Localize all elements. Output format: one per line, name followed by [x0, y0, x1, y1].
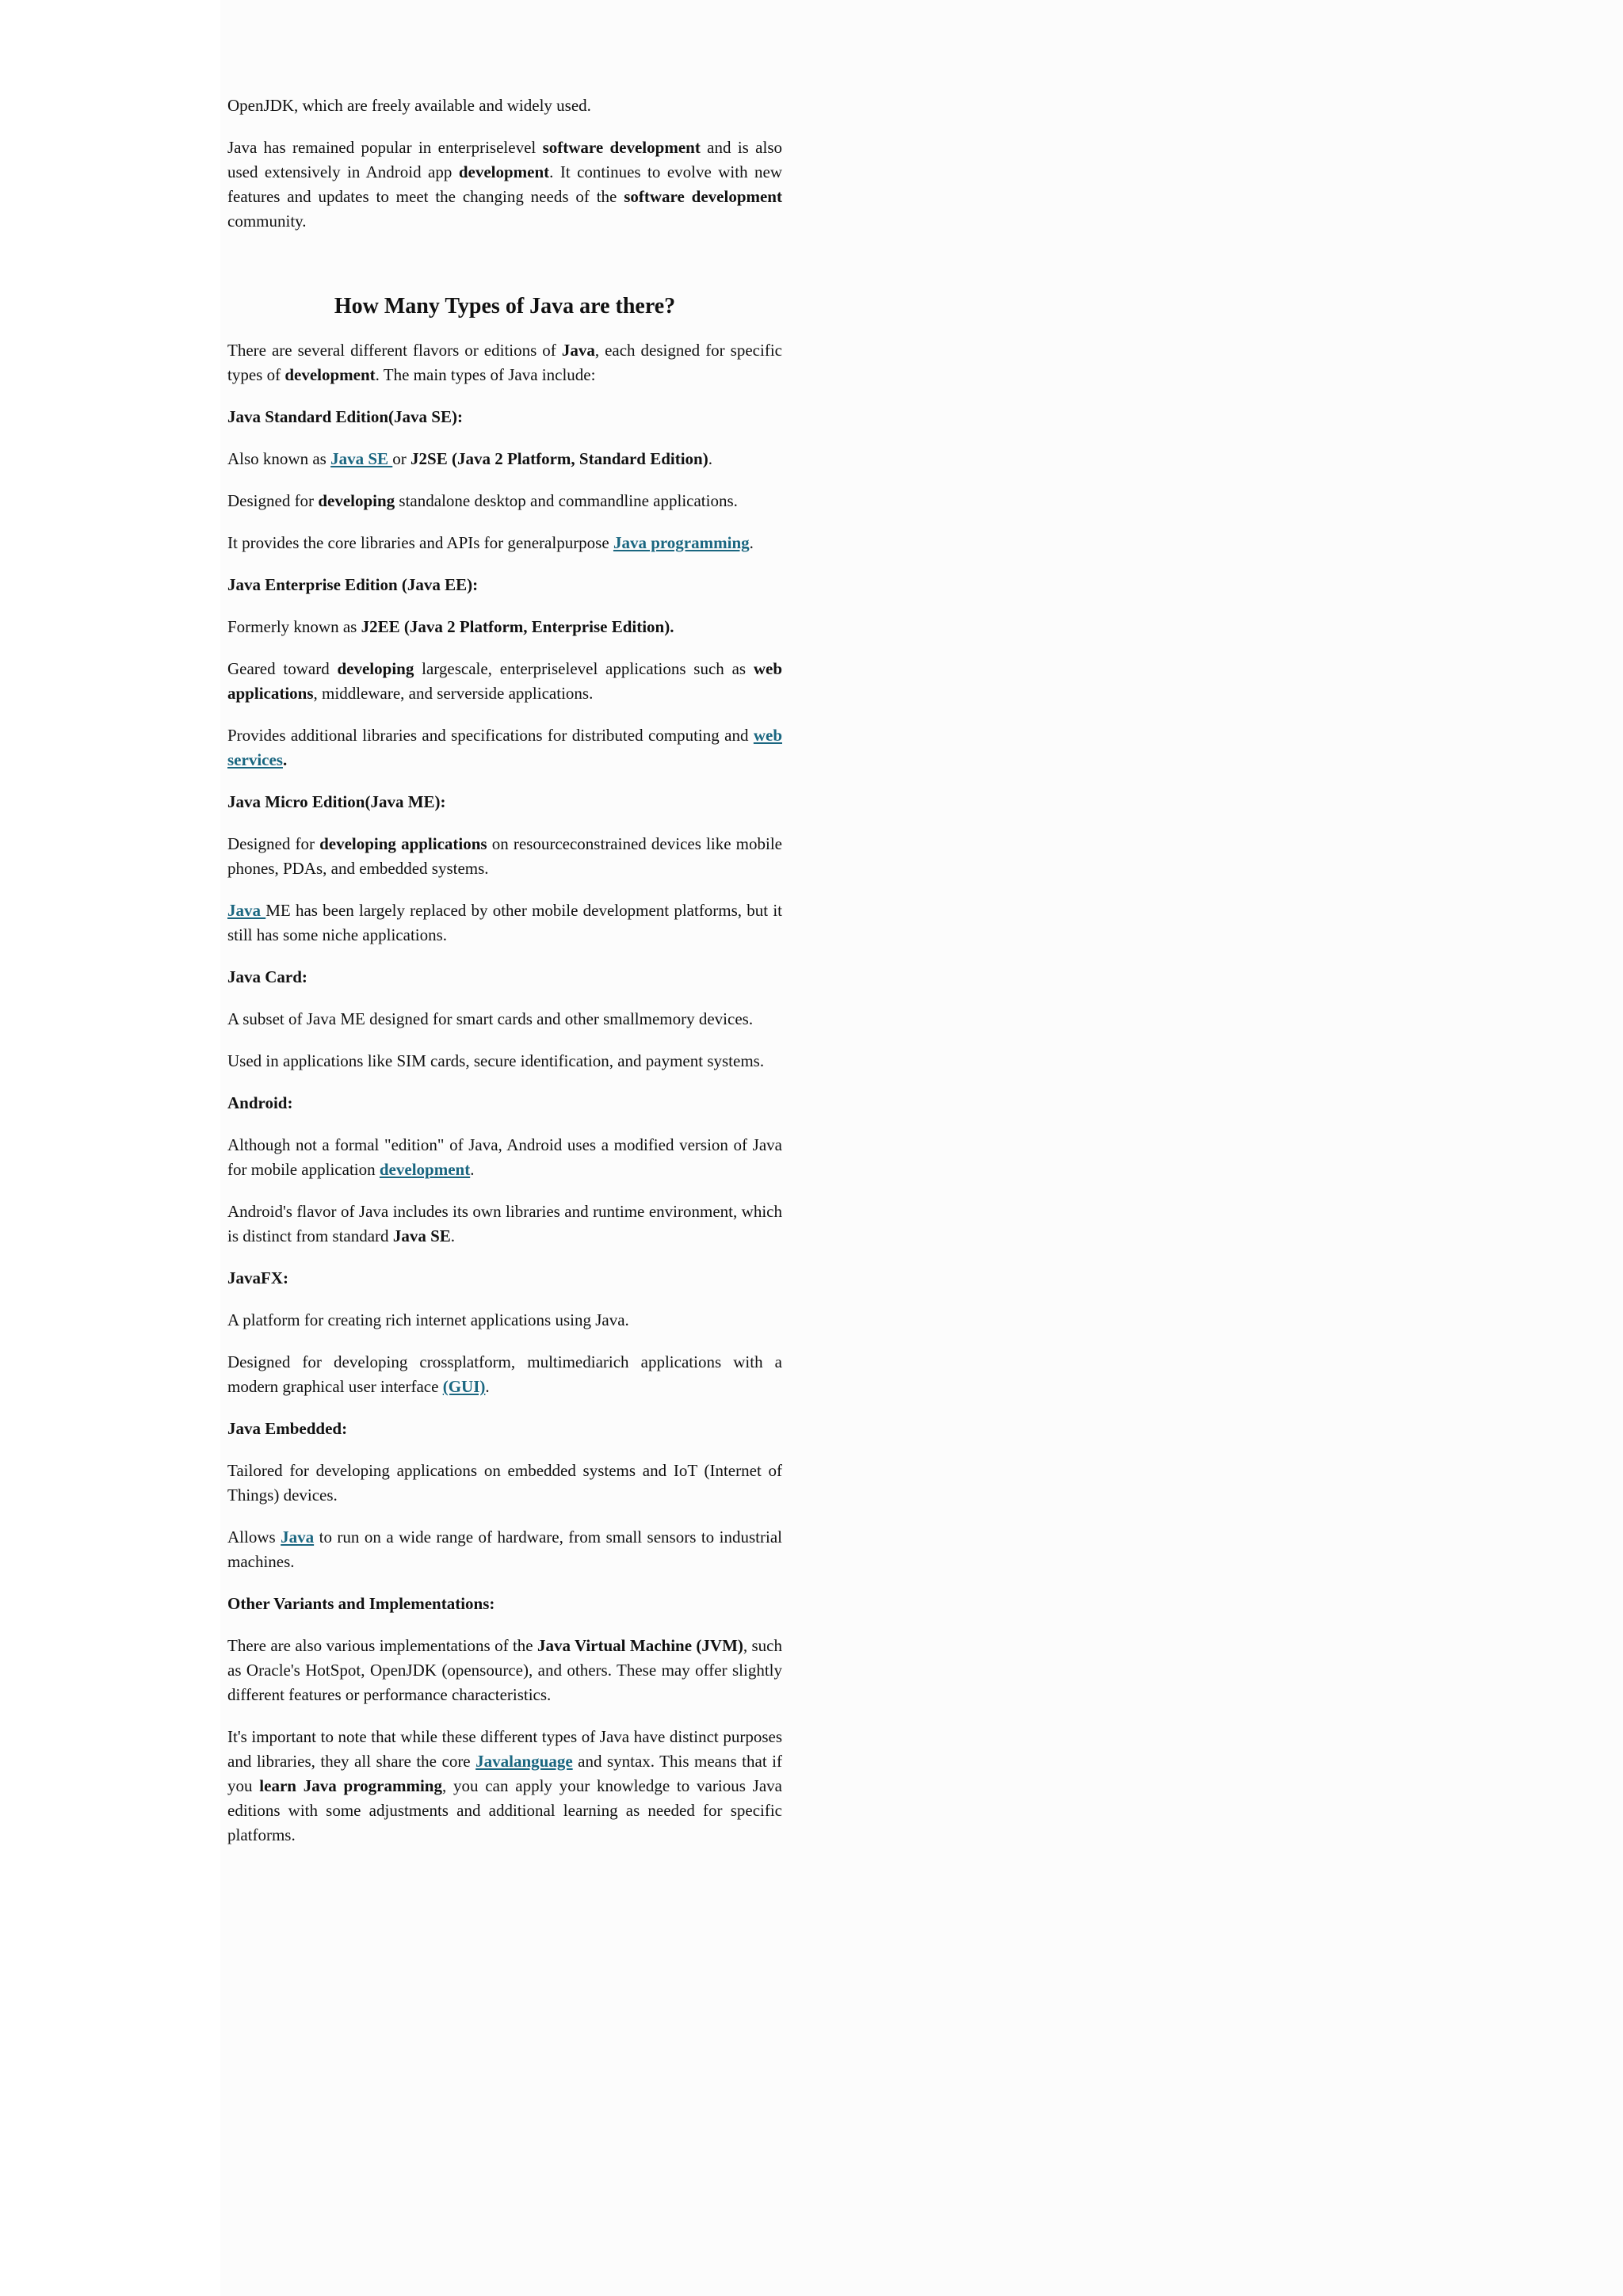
java-link[interactable]: Java	[281, 1527, 315, 1547]
java-me-link[interactable]: Java	[227, 901, 266, 920]
text-column	[227, 93, 782, 1865]
development-link[interactable]: development	[379, 1160, 471, 1179]
java-se-paragraph-1: Also known as Java SE or J2SE (Java 2 Platform, Standard Edition).	[227, 449, 712, 468]
android-paragraph-1: Although not a formal "edition" of Java, Android uses a modified version of Java for mobile application development.	[227, 1135, 782, 1179]
subheading-java-card: Java Card:	[227, 967, 307, 986]
subheading-javafx: JavaFX:	[227, 1268, 288, 1287]
intro-paragraph-2: Java has remained popular in enterpriselevel software development and is also used extensively in Android app development. It continues to evolve with new features and updates to meet the changing needs of the software development community.	[227, 138, 782, 231]
javalanguage-link[interactable]: Javalanguage	[475, 1752, 573, 1771]
java-embedded-paragraph-1: Tailored for developing applications on embedded systems and IoT (Internet of Things) devices.	[227, 1461, 782, 1505]
javafx-paragraph-2: Designed for developing crossplatform, multimediarich applications with a modern graphical user interface (GUI).	[227, 1352, 782, 1396]
java-card-paragraph-1: A subset of Java ME designed for smart cards and other smallmemory devices.	[227, 1009, 754, 1028]
java-se-paragraph-3: It provides the core libraries and APIs for generalpurpose Java programming.	[227, 533, 754, 552]
android-paragraph-2: Android's flavor of Java includes its own libraries and runtime environment, which is distinct from standard Java SE.	[227, 1202, 782, 1245]
subheading-java-embedded: Java Embedded:	[227, 1419, 348, 1438]
java-programming-link[interactable]: Java programming	[613, 533, 750, 552]
section-heading: How Many Types of Java are there?	[334, 294, 676, 318]
java-ee-paragraph-2: Geared toward developing largescale, enterpriselevel applications such as web applications, middleware, and serverside applications.	[227, 659, 783, 703]
java-se-paragraph-2: Designed for developing standalone desktop and commandline applications.	[227, 491, 738, 510]
web-services-link[interactable]: web services	[227, 726, 782, 769]
other-paragraph-1: There are also various implementations of the Java Virtual Machine (JVM), such as Oracle's HotSpot, OpenJDK (opensource), and others. These may offer slightly different features or performance characteristics.	[227, 1636, 783, 1704]
subheading-java-me: Java Micro Edition(Java ME):	[227, 792, 446, 811]
java-se-link[interactable]: Java SE	[330, 449, 393, 468]
other-paragraph-2: It's important to note that while these different types of Java have distinct purposes and libraries, they all share the core Javalanguage and syntax. This means that if you learn Java programming, you can apply your knowledge to various Java editions with some adjustments and additional learning as needed for specific platforms.	[227, 1727, 782, 1844]
gui-link[interactable]: (GUI)	[442, 1377, 486, 1396]
lead-paragraph: There are several different flavors or editions of Java, each designed for specific types of development. The main types of Java include:	[227, 341, 782, 384]
java-embedded-paragraph-2: Allows Java to run on a wide range of hardware, from small sensors to industrial machines.	[227, 1527, 782, 1571]
java-ee-paragraph-1: Formerly known as J2EE (Java 2 Platform, Enterprise Edition).	[227, 617, 674, 636]
subheading-android: Android:	[227, 1093, 293, 1112]
javafx-paragraph-1: A platform for creating rich internet applications using Java.	[227, 1310, 629, 1329]
subheading-other-variants: Other Variants and Implementations:	[227, 1594, 495, 1613]
intro-paragraph-1: OpenJDK, which are freely available and widely used.	[227, 96, 591, 115]
subheading-java-se: Java Standard Edition(Java SE):	[227, 407, 463, 426]
subheading-java-ee: Java Enterprise Edition (Java EE):	[227, 575, 479, 594]
java-me-paragraph-1: Designed for developing applications on resourceconstrained devices like mobile phones, PDAs, and embedded systems.	[227, 834, 782, 878]
java-card-paragraph-2: Used in applications like SIM cards, secure identification, and payment systems.	[227, 1051, 765, 1070]
java-me-paragraph-2: Java ME has been largely replaced by other mobile development platforms, but it still has some niche applications.	[227, 901, 782, 944]
java-ee-paragraph-3: Provides additional libraries and specifications for distributed computing and web services.	[227, 726, 782, 769]
